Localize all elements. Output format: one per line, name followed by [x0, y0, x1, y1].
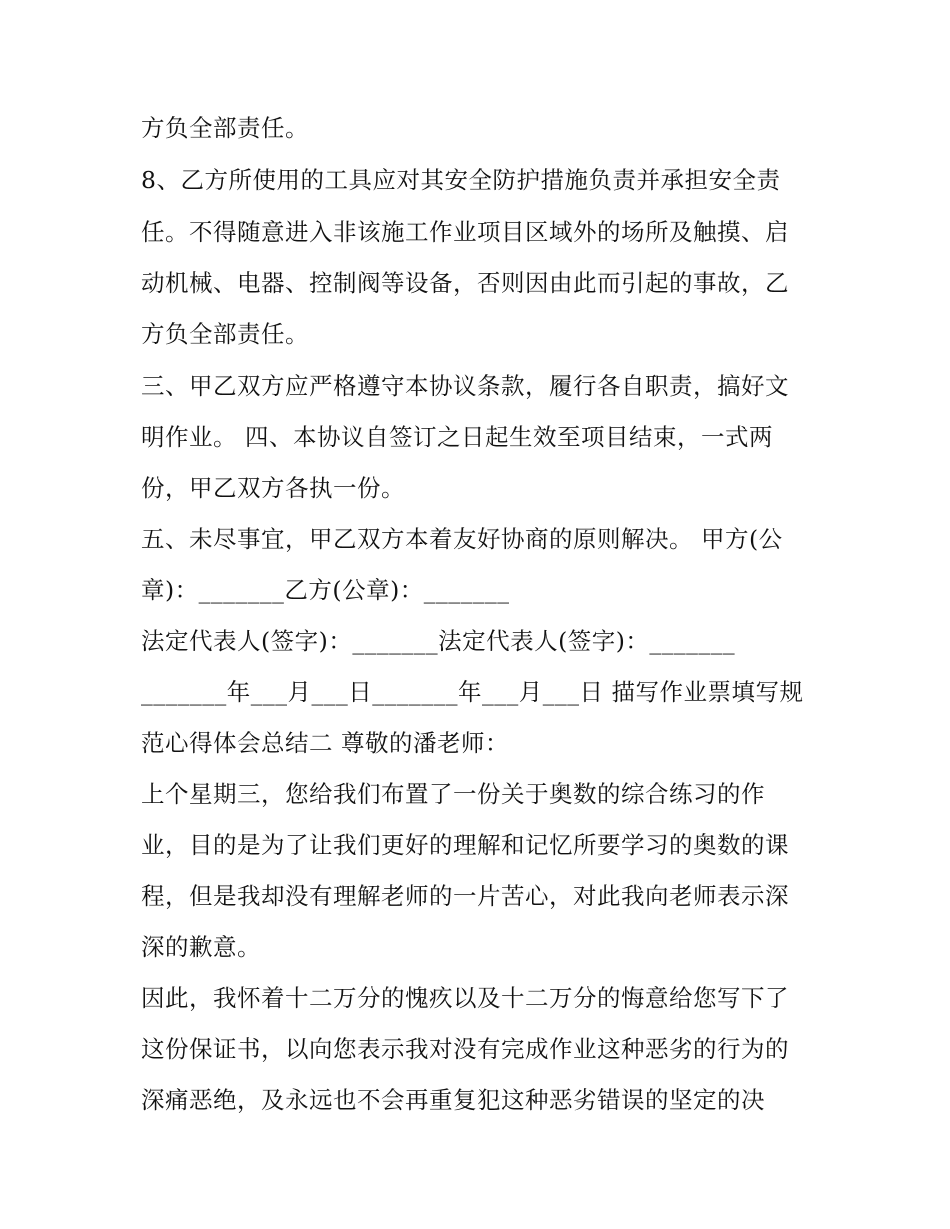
text-line: 法定代表人(签字)：_______法定代表人(签字)：_______: [141, 627, 736, 655]
text-line: 程，但是我却没有理解老师的一片苦心，对此我向老师表示深: [141, 882, 789, 910]
text-line: 业，目的是为了让我们更好的理解和记忆所要学习的奥数的课: [141, 831, 789, 859]
text-line: 五、未尽事宜，甲乙双方本着友好协商的原则解决。 甲方(公: [141, 525, 783, 553]
text-line: 因此，我怀着十二万分的愧疚以及十二万分的悔意给您写下了: [141, 984, 789, 1012]
text-line: 动机械、电器、控制阀等设备，否则因由此而引起的事故，乙: [141, 269, 789, 297]
text-line: 章)：_______乙方(公章)：_______: [141, 576, 510, 604]
text-line: 范心得体会总结二 尊敬的潘老师：: [141, 729, 509, 757]
text-line: 这份保证书，以向您表示我对没有完成作业这种恶劣的行为的: [141, 1035, 789, 1063]
text-line: 深痛恶绝，及永远也不会再重复犯这种恶劣错误的坚定的决: [141, 1086, 765, 1114]
text-line: 深的歉意。: [141, 933, 261, 961]
text-line: 上个星期三，您给我们布置了一份关于奥数的综合练习的作: [141, 780, 765, 808]
text-line: 8、乙方所使用的工具应对其安全防护措施负责并承担安全责: [141, 166, 781, 194]
text-line: 方负全部责任。: [141, 114, 309, 142]
text-line: 三、甲乙双方应严格遵守本协议条款，履行各自职责，搞好文: [141, 372, 789, 400]
text-line: 明作业。 四、本协议自签订之日起生效至项目结束，一式两: [141, 423, 773, 451]
text-line: 方负全部责任。: [141, 320, 309, 348]
text-line: 份，甲乙双方各执一份。: [141, 474, 405, 502]
text-line: 任。不得随意进入非该施工作业项目区域外的场所及触摸、启: [141, 218, 789, 246]
text-line: _______年___月___日_______年___月___日 描写作业票填写规: [141, 678, 804, 706]
